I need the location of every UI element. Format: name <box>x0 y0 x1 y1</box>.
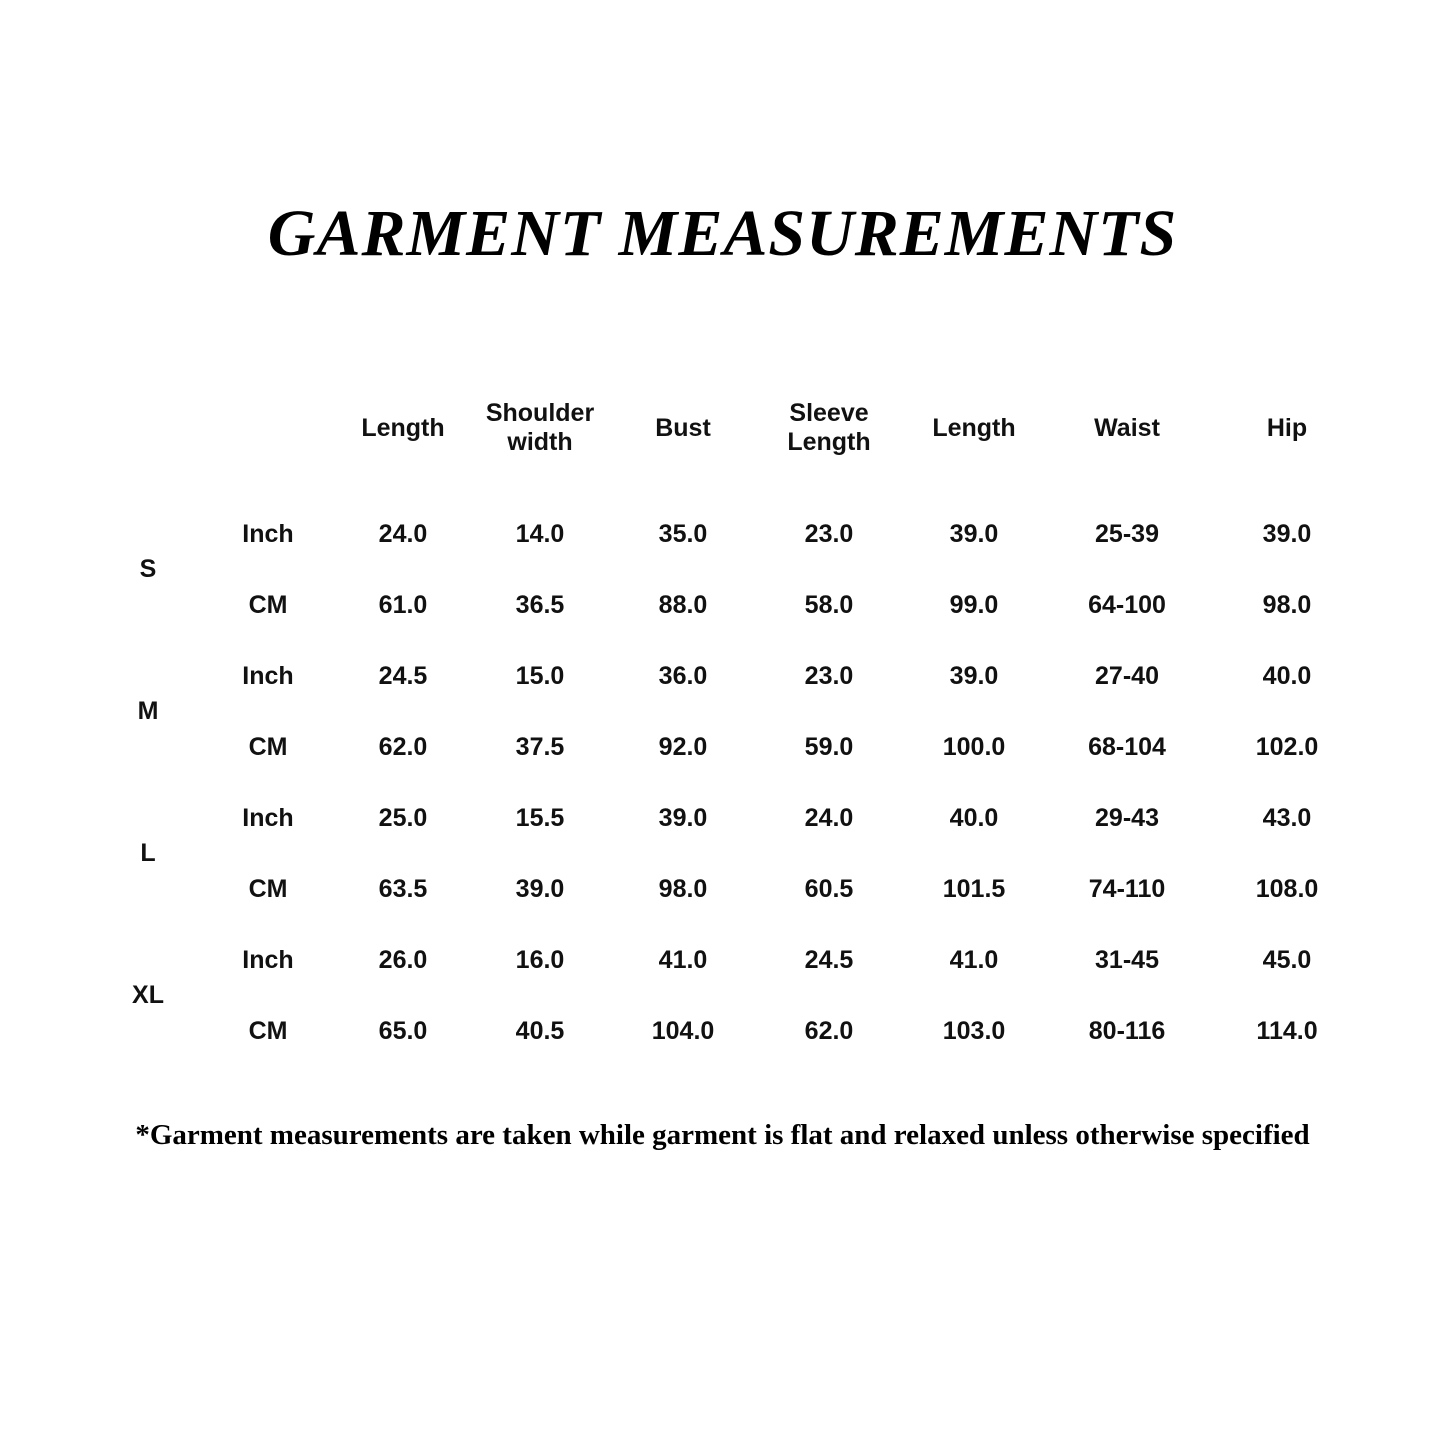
row-unit-label: CM <box>203 855 333 923</box>
size-label-m: M <box>96 642 200 781</box>
cell-value: 24.0 <box>759 784 899 852</box>
cell-value: 103.0 <box>902 997 1046 1065</box>
cell-value: 108.0 <box>1208 855 1366 923</box>
column-header-waist: Waist <box>1049 359 1205 497</box>
cell-value: 99.0 <box>902 571 1046 639</box>
cell-value: 104.0 <box>610 997 756 1065</box>
cell-value: 64-100 <box>1049 571 1205 639</box>
cell-value: 40.5 <box>473 997 607 1065</box>
cell-value: 40.0 <box>902 784 1046 852</box>
cell-value: 62.0 <box>759 997 899 1065</box>
cell-value: 15.5 <box>473 784 607 852</box>
cell-value: 60.5 <box>759 855 899 923</box>
cell-value: 59.0 <box>759 713 899 781</box>
cell-value: 58.0 <box>759 571 899 639</box>
table-row <box>96 571 1366 639</box>
cell-value: 63.5 <box>336 855 470 923</box>
cell-value: 26.0 <box>336 926 470 994</box>
cell-value: 24.5 <box>759 926 899 994</box>
cell-value: 23.0 <box>759 500 899 568</box>
cell-value: 114.0 <box>1208 997 1366 1065</box>
column-header-length-top: Length <box>336 359 470 497</box>
table-row <box>96 642 1366 710</box>
row-unit-label: CM <box>203 713 333 781</box>
cell-value: 88.0 <box>610 571 756 639</box>
cell-value: 14.0 <box>473 500 607 568</box>
cell-value: 24.5 <box>336 642 470 710</box>
column-header-shoulder-width: Shoulder width <box>473 359 607 497</box>
cell-value: 29-43 <box>1049 784 1205 852</box>
row-unit-label: Inch <box>203 500 333 568</box>
cell-value: 15.0 <box>473 642 607 710</box>
cell-value: 23.0 <box>759 642 899 710</box>
cell-value: 27-40 <box>1049 642 1205 710</box>
column-header-bust: Bust <box>610 359 756 497</box>
cell-value: 25.0 <box>336 784 470 852</box>
footnote-text: *Garment measurements are taken while garment is flat and relaxed unless otherwise specified <box>135 1119 1310 1151</box>
table-row <box>96 784 1366 852</box>
cell-value: 39.0 <box>902 500 1046 568</box>
cell-value: 37.5 <box>473 713 607 781</box>
table-row <box>96 926 1366 994</box>
row-unit-label: CM <box>203 997 333 1065</box>
cell-value: 41.0 <box>902 926 1046 994</box>
column-header-sleeve-length: Sleeve Length <box>759 359 899 497</box>
cell-value: 61.0 <box>336 571 470 639</box>
row-unit-label: Inch <box>203 926 333 994</box>
cell-value: 43.0 <box>1208 784 1366 852</box>
measurements-table-wrap <box>93 356 1351 1068</box>
table-row <box>96 855 1366 923</box>
unit-numerator: Inch <box>218 393 277 429</box>
cell-value: 36.0 <box>610 642 756 710</box>
cell-value: 98.0 <box>610 855 756 923</box>
cell-value: 80-116 <box>1049 997 1205 1065</box>
column-header-length-bottom: Length <box>902 359 1046 497</box>
size-label-s: S <box>96 500 200 639</box>
unit-label: Unit: <box>151 413 209 442</box>
size-label-l: L <box>96 784 200 923</box>
row-unit-label: Inch <box>203 784 333 852</box>
table-row <box>96 997 1366 1065</box>
cell-value: 45.0 <box>1208 926 1366 994</box>
cell-value: 36.5 <box>473 571 607 639</box>
cell-value: 31-45 <box>1049 926 1205 994</box>
cell-value: 35.0 <box>610 500 756 568</box>
cell-value: 41.0 <box>610 926 756 994</box>
cell-value: 39.0 <box>902 642 1046 710</box>
row-unit-label: CM <box>203 571 333 639</box>
cell-value: 98.0 <box>1208 571 1366 639</box>
measurements-table <box>93 356 1369 1068</box>
cell-value: 62.0 <box>336 713 470 781</box>
cell-value: 74-110 <box>1049 855 1205 923</box>
cell-value: 39.0 <box>1208 500 1366 568</box>
cell-value: 39.0 <box>610 784 756 852</box>
page-title: GARMENT MEASUREMENTS <box>267 197 1178 270</box>
cell-value: 68-104 <box>1049 713 1205 781</box>
cell-value: 102.0 <box>1208 713 1366 781</box>
cell-value: 100.0 <box>902 713 1046 781</box>
cell-value: 16.0 <box>473 926 607 994</box>
cell-value: 92.0 <box>610 713 756 781</box>
row-unit-label: Inch <box>203 642 333 710</box>
cell-value: 39.0 <box>473 855 607 923</box>
unit-denominator: CM <box>228 433 268 461</box>
table-row <box>96 500 1366 568</box>
cell-value: 101.5 <box>902 855 1046 923</box>
cell-value: 40.0 <box>1208 642 1366 710</box>
table-row <box>96 713 1366 781</box>
unit-header-cell <box>96 359 333 497</box>
cell-value: 65.0 <box>336 997 470 1065</box>
cell-value: 24.0 <box>336 500 470 568</box>
size-label-xl: XL <box>96 926 200 1065</box>
cell-value: 25-39 <box>1049 500 1205 568</box>
table-header-row <box>96 359 1366 497</box>
column-header-hip: Hip <box>1208 359 1366 497</box>
